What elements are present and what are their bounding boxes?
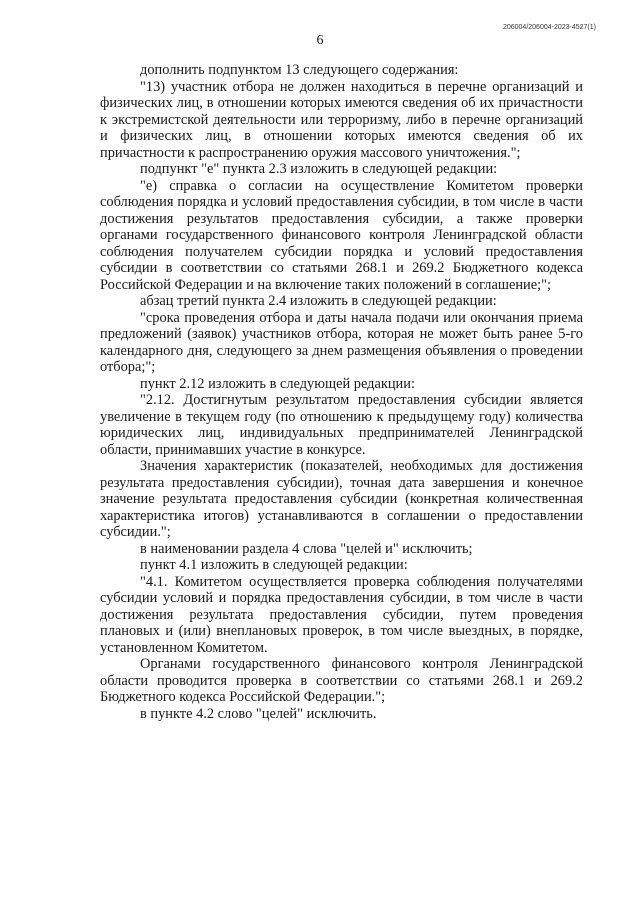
paragraph: "4.1. Комитетом осуществляется проверка соблюдения получателями субсидии условий и порядка предоставления субсидии, в том числе в части достижения результата предоставления субсидии, путем проведения плановых и (или) внеплановых проверок, в том числе выездных, в порядке, установленном Комитетом.: [100, 573, 583, 656]
paragraph: Органами государственного финансового контроля Ленинградской области проводится проверка в соответствии со статьями 268.1 и 269.2 Бюджетного кодекса Российской Федерации.";: [100, 656, 583, 705]
paragraph: подпункт "е" пункта 2.3 изложить в следующей редакции:: [140, 161, 498, 177]
document-id: 206004/206004-2023-4527(1): [502, 24, 596, 31]
paragraph: абзац третий пункта 2.4 изложить в следующей редакции:: [140, 293, 497, 309]
paragraph: "13) участник отбора не должен находиться в перечне организаций и физических лиц, в отношении которых имеются сведения об их причастности к экстремистской деятельности или терроризму, либо в перечне организаций и физических лиц, в отношении которых имеются сведения об их причастности к распространению оружия массового уничтожения.";: [100, 78, 583, 161]
paragraph: пункт 4.1 изложить в следующей редакции:: [140, 557, 408, 573]
paragraph: Значения характеристик (показателей, необходимых для достижения результата предоставления субсидии), точная дата завершения и конечное значение результата предоставления субсидии (конкретная количественная характеристика итогов) устанавливаются в соглашении о предоставлении субсидии.";: [100, 458, 583, 540]
paragraph: в наименовании раздела 4 слова "целей и" исключить;: [140, 540, 473, 557]
paragraph: "е) справка о согласии на осуществление Комитетом проверки соблюдения порядка и условий предоставления субсидии, в том числе в части достижения результатов предоставления субсидии, а также проверки органами государственного финансового контроля Ленинградской области соблюдения получателем субсидии порядка и условий предоставления субсидии в соответствии со статьями 268.1 и 269.2 Бюджетного кодекса Российской Федерации и на включение таких положений в соглашение;";: [100, 177, 583, 293]
paragraph: дополнить подпунктом 13 следующего содержания:: [140, 62, 459, 78]
paragraph: в пункте 4.2 слово "целей" исключить.: [140, 705, 377, 722]
paragraph: "2.12. Достигнутым результатом предоставления субсидии является увеличение в текущем году (по отношению к предыдущему году) количества юридических лиц, индивидуальных предпринимателей Ленинградской области, принимавших участие в конкурсе.: [100, 392, 583, 458]
document-body: [100, 62, 583, 722]
paragraph: "срока проведения отбора и даты начала подачи или окончания приема предложений (заявок) участников отбора, которая не может быть ранее 5-го календарного дня, следующего за днем размещения объявления о проведении отбора;";: [100, 309, 583, 375]
page-number: 6: [316, 33, 324, 48]
paragraph: пункт 2.12 изложить в следующей редакции:: [140, 375, 415, 392]
